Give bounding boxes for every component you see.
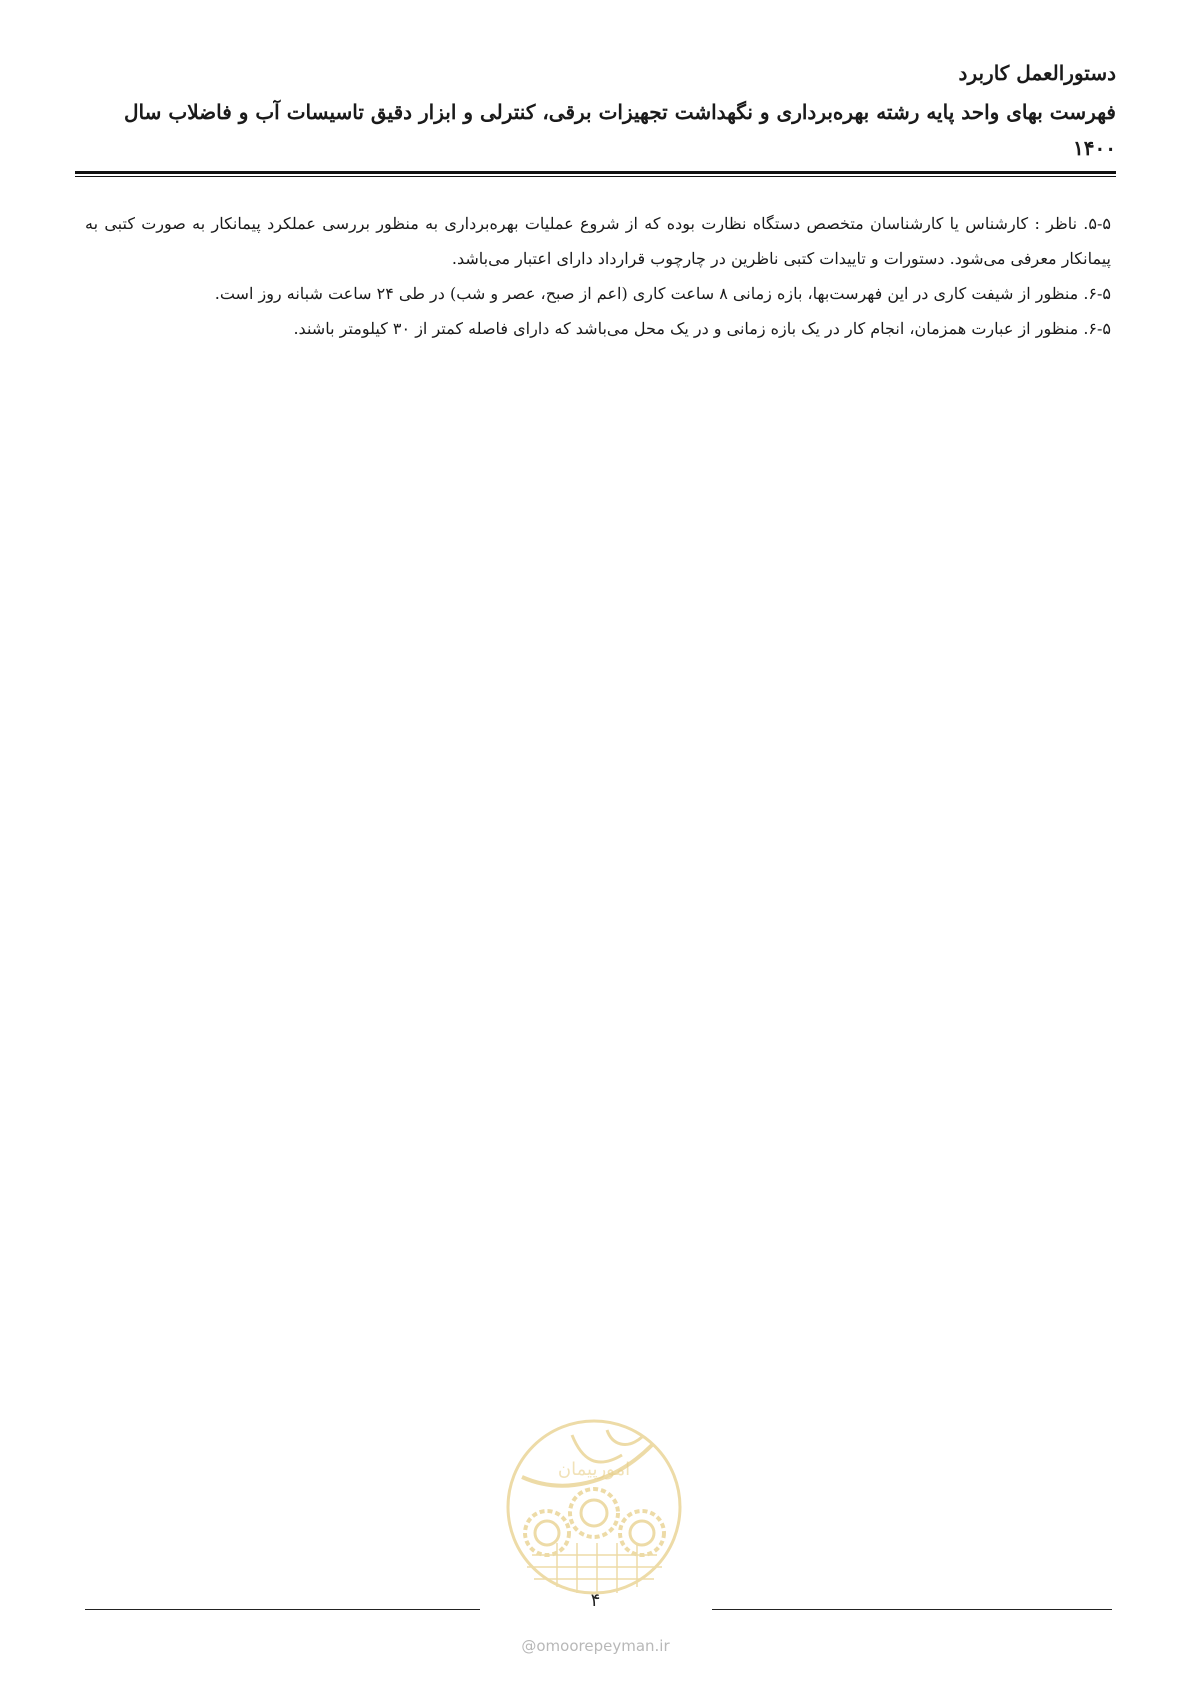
website-watermark-link[interactable]: @omoorepeyman.ir: [521, 1637, 670, 1655]
header-double-rule: [75, 171, 1116, 177]
page-number: ۴: [590, 1590, 601, 1611]
watermark-logo-text: امورپیمان: [557, 1459, 631, 1480]
document-body: [85, 206, 1111, 346]
paragraph-6-5-simultaneous: ۶-۵. منظور از عبارت همزمان، انجام کار در یک بازه زمانی و در یک محل می‌باشد که دارای فاصله کمتر از ۳۰ کیلومتر باشند.: [293, 319, 1111, 338]
page-header: [75, 58, 1116, 166]
document-subtitle: فهرست بهای واحد پایه رشته بهره‌برداری و نگهداشت تجهیزات برقی، کنترلی و ابزار دقیق تاسیسات آب و فاضلاب سال ۱۴۰۰: [124, 100, 1116, 160]
paragraph-5-5: ۵-۵. ناظر : کارشناس یا کارشناسان متخصص دستگاه نظارت بوده که از شروع عملیات بهره‌برداری به منظور بررسی عملکرد پیمانکار به صورت کتبی به پیمانکار معرفی می‌شود. دستورات و تاییدات کتبی ناظرین در چارچوب قرارداد دارای اعتبار می‌باشد.: [85, 214, 1111, 268]
omoorepeyman-logo-watermark: [502, 1415, 687, 1600]
paragraph-6-5-shift: ۶-۵. منظور از شیفت کاری در این فهرست‌بها، بازه زمانی ۸ ساعت کاری (اعم از صبح، عصر و شب) در طی ۲۴ ساعت شبانه روز است.: [214, 284, 1111, 303]
document-title: دستورالعمل کاربرد: [958, 61, 1116, 85]
